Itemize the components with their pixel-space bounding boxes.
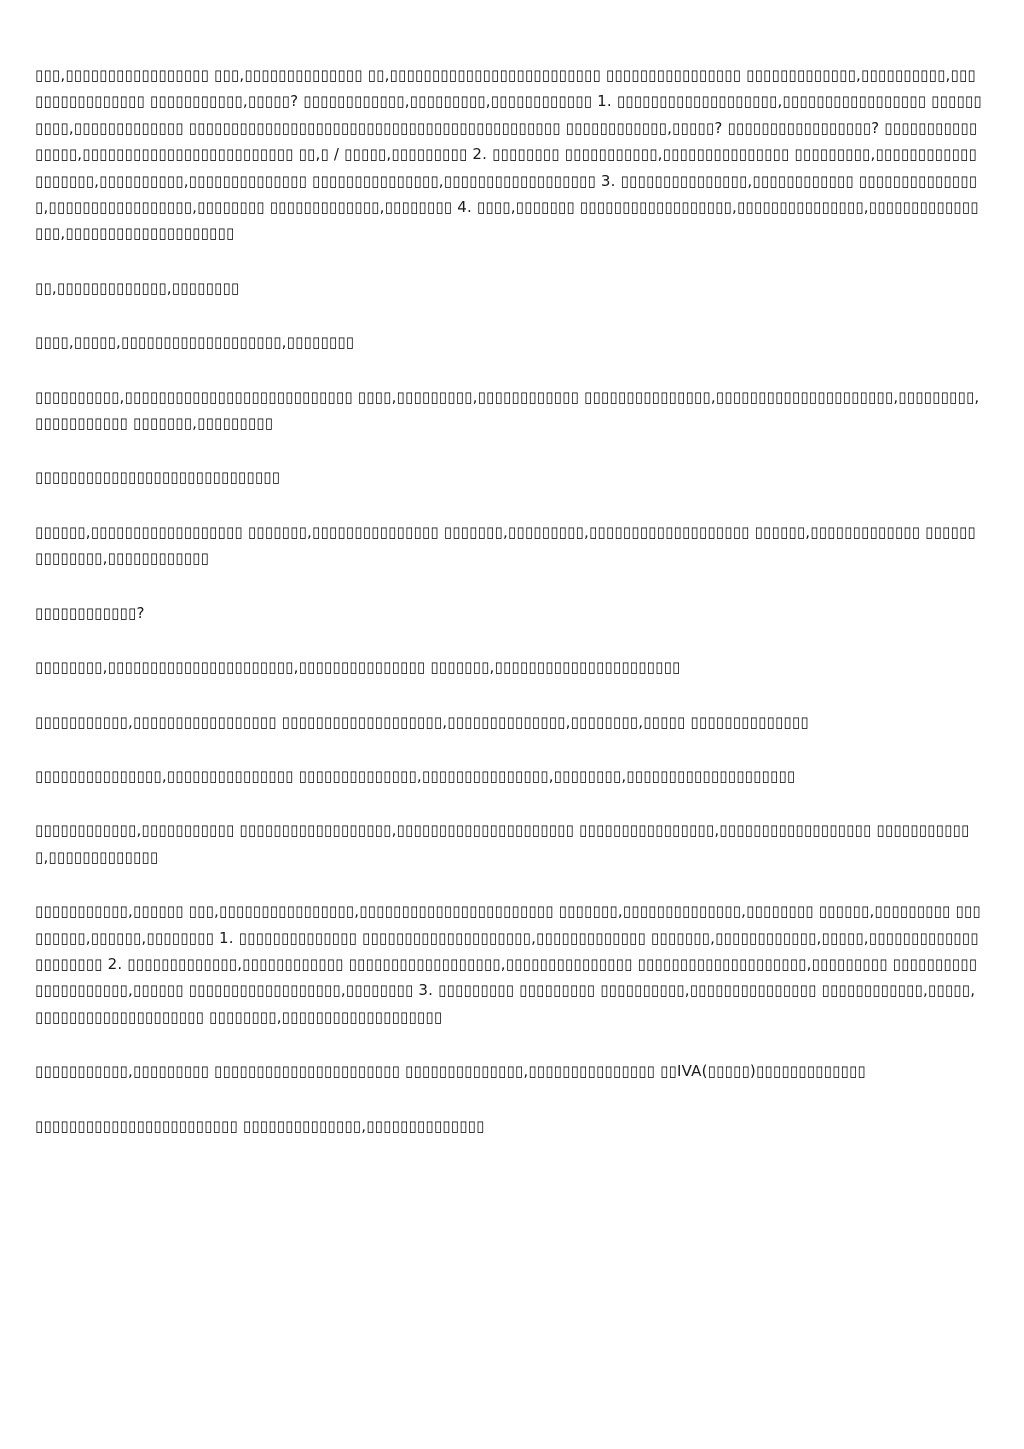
- paragraph-5: ▯▯▯▯▯▯▯▯▯▯▯▯▯▯▯▯▯▯▯▯▯▯▯▯▯▯▯▯▯: [35, 468, 281, 487]
- paragraph-6: ▯▯▯▯▯▯,▯▯▯▯▯▯▯▯▯▯▯▯▯▯▯▯▯▯ ▯▯▯▯▯▯▯,▯▯▯▯▯▯▯▯▯▯▯▯▯▯▯ ▯▯▯▯▯▯▯,▯▯▯▯▯▯▯▯▯,▯▯▯▯▯▯▯▯▯▯▯▯▯▯▯▯▯▯▯ ▯▯▯▯▯▯,▯▯▯▯▯▯▯▯▯▯▯▯▯ ▯▯▯▯▯▯▯▯▯▯▯▯▯▯,▯▯▯▯▯▯▯▯▯▯▯▯: [35, 522, 976, 568]
- paragraph-13: ▯▯▯▯▯▯▯▯▯▯▯,▯▯▯▯▯▯▯▯▯ ▯▯▯▯▯▯▯▯▯▯▯▯▯▯▯▯▯▯▯▯▯▯ ▯▯▯▯▯▯▯▯▯▯▯▯▯▯,▯▯▯▯▯▯▯▯▯▯▯▯▯▯▯ ▯▯IVA(▯▯▯▯▯)▯▯▯▯▯▯▯▯▯▯▯▯▯: [35, 1062, 866, 1081]
- paragraph-2: ▯▯,▯▯▯▯▯▯▯▯▯▯▯▯▯,▯▯▯▯▯▯▯▯: [35, 278, 240, 297]
- paragraph-1: ▯▯▯,▯▯▯▯▯▯▯▯▯▯▯▯▯▯▯▯▯ ▯▯▯,▯▯▯▯▯▯▯▯▯▯▯▯▯▯ ▯▯,▯▯▯▯▯▯▯▯▯▯▯▯▯▯▯▯▯▯▯▯▯▯▯▯▯ ▯▯▯▯▯▯▯▯▯▯▯▯▯▯▯▯ ▯▯▯▯▯▯▯▯▯▯▯▯▯,▯▯▯▯▯▯▯▯▯▯,▯▯▯▯▯▯▯▯▯▯▯▯▯▯▯▯ ▯▯▯▯▯▯▯▯▯▯▯,▯▯▯▯▯? ▯▯▯▯▯▯▯▯▯▯▯▯,▯▯▯▯▯▯▯▯▯,▯▯▯▯▯▯▯▯▯▯▯▯ 1. ▯▯▯▯▯▯▯▯▯▯▯▯▯▯▯▯▯▯▯,▯▯▯▯▯▯▯▯▯▯▯▯▯▯▯▯▯ ▯▯▯▯▯▯▯▯▯▯,▯▯▯▯▯▯▯▯▯▯▯▯▯ ▯▯▯▯▯▯▯▯▯▯▯▯▯▯▯▯▯▯▯▯▯▯▯▯▯▯▯▯▯▯▯▯▯▯▯▯▯▯▯▯▯▯▯▯ ▯▯▯▯▯▯▯▯▯▯▯▯,▯▯▯▯▯? ▯▯▯▯▯▯▯▯▯▯▯▯▯▯▯▯▯? ▯▯▯▯▯▯▯▯▯▯▯▯▯▯▯▯,▯▯▯▯▯▯▯▯▯▯▯▯▯▯▯▯▯▯▯▯▯▯▯▯▯ ▯▯,▯ / ▯▯▯▯▯,▯▯▯▯▯▯▯▯▯ 2. ▯▯▯▯▯▯▯▯ ▯▯▯▯▯▯▯▯▯▯▯,▯▯▯▯▯▯▯▯▯▯▯▯▯▯▯ ▯▯▯▯▯▯▯▯▯,▯▯▯▯▯▯▯▯▯▯▯▯▯▯▯▯▯▯▯,▯▯▯▯▯▯▯▯▯▯,▯▯▯▯▯▯▯▯▯▯▯▯▯▯ ▯▯▯▯▯▯▯▯▯▯▯▯▯▯▯,▯▯▯▯▯▯▯▯▯▯▯▯▯▯▯▯▯▯ 3. ▯▯▯▯▯▯▯▯▯▯▯▯▯▯▯,▯▯▯▯▯▯▯▯▯▯▯▯ ▯▯▯▯▯▯▯▯▯▯▯▯▯▯▯,▯▯▯▯▯▯▯▯▯▯▯▯▯▯▯▯▯,▯▯▯▯▯▯▯▯ ▯▯▯▯▯▯▯▯▯▯▯▯▯,▯▯▯▯▯▯▯▯ 4. ▯▯▯▯,▯▯▯▯▯▯▯ ▯▯▯▯▯▯▯▯▯▯▯▯▯▯▯▯▯▯,▯▯▯▯▯▯▯▯▯▯▯▯▯▯▯,▯▯▯▯▯▯▯▯▯▯▯▯▯▯▯▯,▯▯▯▯▯▯▯▯▯▯▯▯▯▯▯▯▯▯▯▯: [35, 66, 982, 243]
- paragraph-11: ▯▯▯▯▯▯▯▯▯▯▯▯,▯▯▯▯▯▯▯▯▯▯▯ ▯▯▯▯▯▯▯▯▯▯▯▯▯▯▯▯▯▯,▯▯▯▯▯▯▯▯▯▯▯▯▯▯▯▯▯▯▯▯▯ ▯▯▯▯▯▯▯▯▯▯▯▯▯▯▯▯,▯▯▯▯▯▯▯▯▯▯▯▯▯▯▯▯▯▯ ▯▯▯▯▯▯▯▯▯▯▯▯,▯▯▯▯▯▯▯▯▯▯▯▯▯: [35, 821, 970, 866]
- paragraph-3: ▯▯▯▯,▯▯▯▯▯,▯▯▯▯▯▯▯▯▯▯▯▯▯▯▯▯▯▯▯,▯▯▯▯▯▯▯▯: [35, 333, 355, 352]
- paragraph-12: ▯▯▯▯▯▯▯▯▯▯▯,▯▯▯▯▯▯ ▯▯▯,▯▯▯▯▯▯▯▯▯▯▯▯▯▯▯▯,▯▯▯▯▯▯▯▯▯▯▯▯▯▯▯▯▯▯▯▯▯▯▯ ▯▯▯▯▯▯▯,▯▯▯▯▯▯▯▯▯▯▯▯▯▯,▯▯▯▯▯▯▯▯ ▯▯▯▯▯▯,▯▯▯▯▯▯▯▯▯ ▯▯▯▯▯▯▯▯▯,▯▯▯▯▯▯,▯▯▯▯▯▯▯▯ 1. ▯▯▯▯▯▯▯▯▯▯▯▯▯▯ ▯▯▯▯▯▯▯▯▯▯▯▯▯▯▯▯▯▯▯▯,▯▯▯▯▯▯▯▯▯▯▯▯▯ ▯▯▯▯▯▯▯,▯▯▯▯▯▯▯▯▯▯▯▯,▯▯▯▯▯,▯▯▯▯▯▯▯▯▯▯▯▯▯▯▯▯▯▯▯▯▯ 2. ▯▯▯▯▯▯▯▯▯▯▯▯▯,▯▯▯▯▯▯▯▯▯▯▯▯ ▯▯▯▯▯▯▯▯▯▯▯▯▯▯▯▯▯▯,▯▯▯▯▯▯▯▯▯▯▯▯▯▯▯ ▯▯▯▯▯▯▯▯▯▯▯▯▯▯▯▯▯▯▯▯,▯▯▯▯▯▯▯▯▯ ▯▯▯▯▯▯▯▯▯▯▯▯▯▯▯▯▯▯▯▯▯,▯▯▯▯▯▯ ▯▯▯▯▯▯▯▯▯▯▯▯▯▯▯▯▯▯,▯▯▯▯▯▯▯▯ 3. ▯▯▯▯▯▯▯▯▯ ▯▯▯▯▯▯▯▯▯ ▯▯▯▯▯▯▯▯▯▯,▯▯▯▯▯▯▯▯▯▯▯▯▯▯▯ ▯▯▯▯▯▯▯▯▯▯▯▯,▯▯▯▯▯,▯▯▯▯▯▯▯▯▯▯▯▯▯▯▯▯▯▯▯▯ ▯▯▯▯▯▯▯▯,▯▯▯▯▯▯▯▯▯▯▯▯▯▯▯▯▯▯▯: [35, 902, 981, 1026]
- paragraph-9: ▯▯▯▯▯▯▯▯▯▯▯,▯▯▯▯▯▯▯▯▯▯▯▯▯▯▯▯▯ ▯▯▯▯▯▯▯▯▯▯▯▯▯▯▯▯▯▯▯,▯▯▯▯▯▯▯▯▯▯▯▯▯▯,▯▯▯▯▯▯▯▯,▯▯▯▯▯ ▯▯▯▯▯▯▯▯▯▯▯▯▯▯: [35, 712, 809, 731]
- paragraph-7: ▯▯▯▯▯▯▯▯▯▯▯▯?: [35, 603, 145, 622]
- paragraph-14: ▯▯▯▯▯▯▯▯▯▯▯▯▯▯▯▯▯▯▯▯▯▯▯▯ ▯▯▯▯▯▯▯▯▯▯▯▯▯▯,▯▯▯▯▯▯▯▯▯▯▯▯▯▯: [35, 1116, 485, 1135]
- paragraph-10: ▯▯▯▯▯▯▯▯▯▯▯▯▯▯▯,▯▯▯▯▯▯▯▯▯▯▯▯▯▯▯ ▯▯▯▯▯▯▯▯▯▯▯▯▯▯,▯▯▯▯▯▯▯▯▯▯▯▯▯▯▯,▯▯▯▯▯▯▯▯,▯▯▯▯▯▯▯▯▯▯▯▯▯▯▯▯▯▯▯▯: [35, 766, 796, 785]
- paragraph-8: ▯▯▯▯▯▯▯▯,▯▯▯▯▯▯▯▯▯▯▯▯▯▯▯▯▯▯▯▯▯▯,▯▯▯▯▯▯▯▯▯▯▯▯▯▯▯ ▯▯▯▯▯▯▯,▯▯▯▯▯▯▯▯▯▯▯▯▯▯▯▯▯▯▯▯▯▯: [35, 658, 681, 677]
- paragraph-4: ▯▯▯▯▯▯▯▯▯▯,▯▯▯▯▯▯▯▯▯▯▯▯▯▯▯▯▯▯▯▯▯▯▯▯▯▯▯ ▯▯▯▯,▯▯▯▯▯▯▯▯▯,▯▯▯▯▯▯▯▯▯▯▯▯ ▯▯▯▯▯▯▯▯▯▯▯▯▯▯▯,▯▯▯▯▯▯▯▯▯▯▯▯▯▯▯▯▯▯▯▯▯,▯▯▯▯▯▯▯▯▯,▯▯▯▯▯▯▯▯▯▯▯ ▯▯▯▯▯▯▯,▯▯▯▯▯▯▯▯▯: [35, 387, 980, 433]
